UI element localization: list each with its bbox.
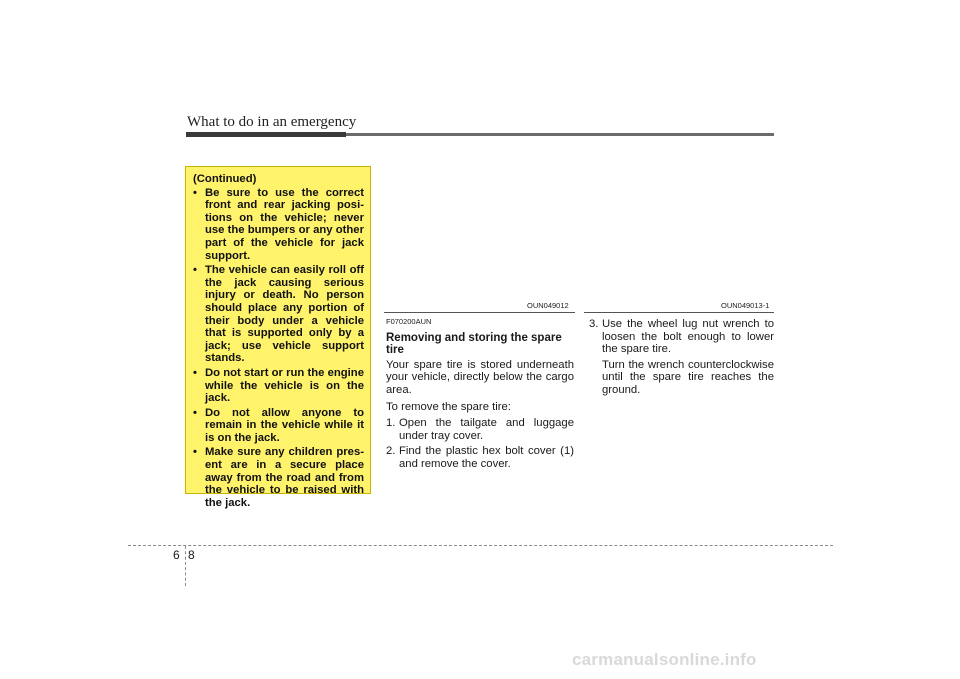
header-rule-accent <box>186 132 346 137</box>
step-continuation: Turn the wrench counterclockwise until the spare tire reaches the ground. <box>602 358 774 396</box>
warning-item <box>191 446 364 509</box>
section-title: Removing and storing the spare tire <box>386 331 562 357</box>
bullet-icon: • <box>193 446 197 459</box>
step-item <box>386 445 574 470</box>
section-code: F070200AUN <box>386 317 432 326</box>
warning-item <box>191 407 364 445</box>
image-code-2: OUN049013-1 <box>721 301 770 310</box>
step-item <box>386 417 574 442</box>
step-text: Use the wheel lug nut wrench to loosen the bolt enough to lower the spare tire. <box>602 318 774 356</box>
bullet-icon: • <box>193 406 197 419</box>
step-number: 3. <box>589 318 599 330</box>
bullet-icon: • <box>193 366 197 379</box>
warning-item-text: Do not allow anyone to remain in the vehicle while it is on the jack. <box>205 406 364 444</box>
step-number: 2. <box>386 445 396 458</box>
right-column <box>589 318 774 397</box>
middle-column <box>386 316 574 474</box>
page-chapter: 6 <box>173 548 180 562</box>
step-text: Find the plastic hex bolt cover (1) and remove the cover. <box>399 445 574 470</box>
bullet-icon: • <box>193 264 197 277</box>
step-item <box>589 318 774 356</box>
warning-item-text: Make sure any children pres-ent are in a secure place away from the road and from the vehicle to be raised with the jack. <box>205 446 364 509</box>
footer-divider <box>185 546 186 586</box>
warning-box <box>185 166 371 509</box>
image-code-1: OUN049012 <box>527 301 569 310</box>
step-number: 1. <box>386 417 396 430</box>
warning-list <box>191 187 364 510</box>
warning-item <box>191 264 364 365</box>
lead-paragraph: To remove the spare tire: <box>386 400 511 413</box>
bullet-icon: • <box>193 186 197 199</box>
warning-item-text: Do not start or run the engine while the vehicle is on the jack. <box>205 366 364 405</box>
warning-item <box>191 187 364 263</box>
footer-rule <box>128 545 833 546</box>
intro-paragraph: Your spare tire is stored underneath your vehicle, directly below the cargo area. <box>386 358 574 396</box>
warning-item-text: The vehicle can easily roll off the jack causing serious injury or death. No person should place any portion of their body under a vehicle that is supported only by a jack; use vehicle support stands. <box>205 264 364 365</box>
warning-item-text: Be sure to use the correct front and rear jacking posi-tions on the vehicle; never use the bumpers or any other part of the vehicle for jack support. <box>205 186 364 262</box>
image-caption-rule-2 <box>584 312 774 313</box>
page-number: 8 <box>188 548 195 562</box>
image-caption-rule-1 <box>384 312 575 313</box>
page-header-title: What to do in an emergency <box>187 114 357 130</box>
watermark: carmanualsonline.info <box>572 650 757 669</box>
step-text: Open the tailgate and luggage under tray cover. <box>399 417 574 442</box>
warning-continued: (Continued) <box>193 173 257 185</box>
warning-item <box>191 367 364 405</box>
